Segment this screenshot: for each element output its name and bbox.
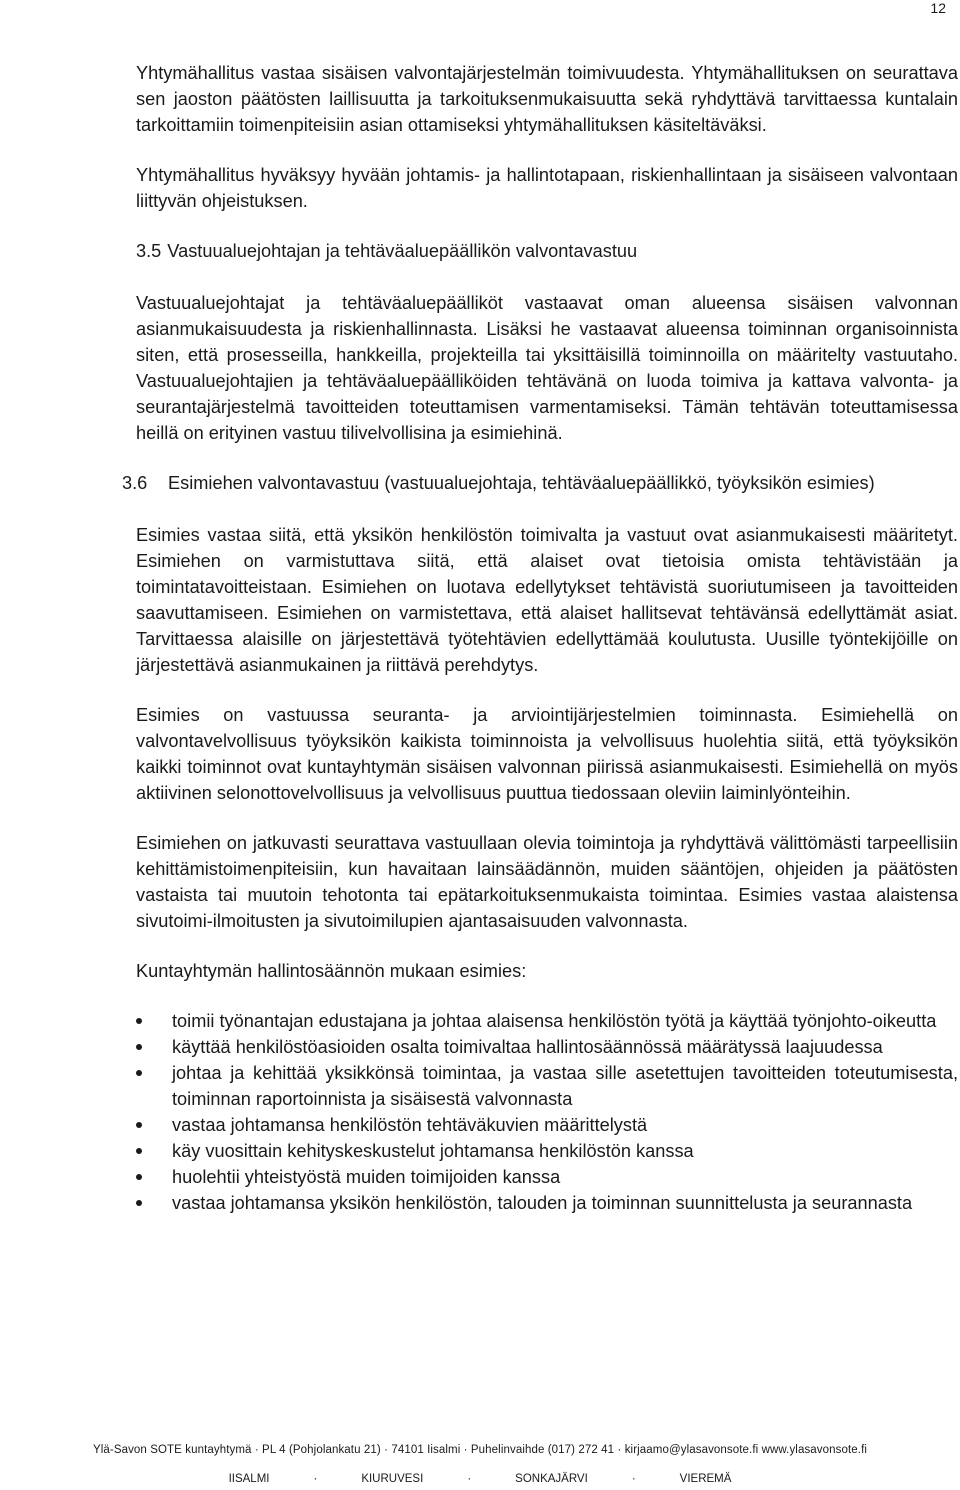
list-item: toimii työnantajan edustajana ja johtaa alaisensa henkilöstön työtä ja käyttää työnjohto-oikeutta xyxy=(136,1008,958,1034)
footer-town: IISALMI xyxy=(228,1473,270,1485)
bullet-icon xyxy=(136,1008,172,1034)
list-item: huolehtii yhteistyöstä muiden toimijoiden kanssa xyxy=(136,1164,958,1190)
paragraph: Esimies vastaa siitä, että yksikön henkilöstön toimivalta ja vastuut ovat asianmukaisesti määritetyt. Esimiehen on varmistuttava siitä, että alaiset ovat tietoisia omista tehtävistään ja toimintatavoitteistaan. Esimiehen on luotava edellytykset tehtävistä suoriutumiseen ja tavoitteiden saavuttamiseen. Esimiehen on varmistettava, että alaiset hallitsevat tehtävänsä edellyttämät asiat. Tarvittaessa alaisille on järjestettävä työtehtävien edellyttämää koulutusta. Uusille työntekijöille on järjestettävä asianmukainen ja riittävä perehdytys. xyxy=(136,525,958,675)
footer-separator: · xyxy=(631,1473,636,1485)
list-item: käy vuosittain kehityskeskustelut johtamansa henkilöstön kanssa xyxy=(136,1138,958,1164)
footer-separator: · xyxy=(313,1473,318,1485)
document-body xyxy=(122,60,958,1216)
footer-contact: Ylä-Savon SOTE kuntayhtymä · PL 4 (Pohjolankatu 21) · 74101 Iisalmi · Puhelinvaihde (017) 272 41 · kirjaamo@ylasavonsote.fi www.ylasavonsote.fi xyxy=(92,1444,868,1456)
paragraph: Vastuualuejohtajat ja tehtäväaluepäälliköt vastaavat oman alueensa sisäisen valvonnan asianmukaisuudesta ja riskienhallinnasta. Lisäksi he vastaavat alueensa toiminnan organisoinnista siten, että prosesseilla, hankkeilla, projekteilla tai yksittäisillä toiminnoilla on määritelty vastuutaho. Vastuualuejohtajien ja tehtäväaluepäälliköiden tehtävänä on luoda toimiva ja kattava valvonta- ja seurantajärjestelmä tavoitteiden toteuttamisen varmentamiseksi. Tämän tehtävän toteuttamisessa heillä on erityinen vastuu tilivelvollisina ja esimiehinä. xyxy=(136,293,958,443)
section-title: Vastuualuejohtajan ja tehtäväaluepäällikön valvontavastuu xyxy=(167,241,638,261)
bullet-icon xyxy=(136,1138,172,1164)
list-item: vastaa johtamansa yksikön henkilöstön, talouden ja toiminnan suunnittelusta ja seurannasta xyxy=(136,1190,958,1216)
page-number: 12 xyxy=(930,0,946,16)
list-item: käyttää henkilöstöasioiden osalta toimivaltaa hallintosäännössä määrätyssä laajuudessa xyxy=(136,1034,958,1060)
bullet-icon xyxy=(136,1164,172,1190)
bullet-icon xyxy=(136,1060,172,1112)
list-item: johtaa ja kehittää yksikkönsä toimintaa, ja vastaa sille asetettujen tavoitteiden toteutumisesta, toiminnan raportoinnista ja sisäisestä valvonnasta xyxy=(136,1060,958,1112)
bullet-icon xyxy=(136,1190,172,1216)
paragraph: Yhtymähallitus vastaa sisäisen valvontajärjestelmän toimivuudesta. Yhtymähallituksen on seurattava sen jaoston päätösten laillisuutta ja tarkoituksenmukaisuutta sekä ryhdyttävä tarvittaessa kuntalain tarkoittamiin toimenpiteisiin asian ottamiseksi yhtymähallituksen käsiteltäväksi. xyxy=(136,63,958,135)
section-title: Esimiehen valvontavastuu (vastuualuejohtaja, tehtäväaluepäällikkö, työyksikön esimies) xyxy=(168,473,875,493)
paragraph: Esimies on vastuussa seuranta- ja arviointijärjestelmien toiminnasta. Esimiehellä on valvontavelvollisuus työyksikön kaikista toiminnoista ja velvollisuus huolehtia siitä, että työyksikön kaikki toiminnot ovat kuntayhtymän sisäisen valvonnan piirissä asianmukaisesti. Esimiehellä on myös aktiivinen selonottovelvollisuus ja velvollisuus puuttua tiedossaan oleviin laiminlyönteihin. xyxy=(136,705,958,803)
list-item: vastaa johtamansa henkilöstön tehtäväkuvien määrittelystä xyxy=(136,1112,958,1138)
footer-towns xyxy=(0,1473,960,1485)
bullet-icon xyxy=(136,1034,172,1060)
bullet-icon xyxy=(136,1112,172,1138)
footer-town: VIEREMÄ xyxy=(679,1473,732,1485)
paragraph: Yhtymähallitus hyväksyy hyvään johtamis- ja hallintotapaan, riskienhallintaan ja sisäiseen valvontaan liittyvän ohjeistuksen. xyxy=(136,165,958,211)
bullet-list xyxy=(136,1008,958,1216)
paragraph: Esimiehen on jatkuvasti seurattava vastuullaan olevia toimintoja ja ryhdyttävä välittömästi tarpeellisiin kehittämistoimenpiteisiin, kun havaitaan lainsäädännön, muiden sääntöjen, ohjeiden ja päätösten vastaista tai muutoin tehotonta tai epätarkoituksenmukaista toimintaa. Esimies vastaa alaistensa sivutoimi-ilmoitusten ja sivutoimilupien ajantasaisuuden valvonnasta. xyxy=(136,833,958,931)
section-number: 3.6 xyxy=(122,473,148,493)
footer-town: KIURUVESI xyxy=(361,1473,424,1485)
section-number: 3.5 xyxy=(136,241,162,261)
footer-town: SONKAJÄRVI xyxy=(515,1473,588,1485)
paragraph: Kuntayhtymän hallintosäännön mukaan esimies: xyxy=(136,961,527,981)
footer-separator: · xyxy=(467,1473,472,1485)
section-heading-3-5 xyxy=(136,238,958,264)
section-heading-3-6 xyxy=(122,470,958,496)
